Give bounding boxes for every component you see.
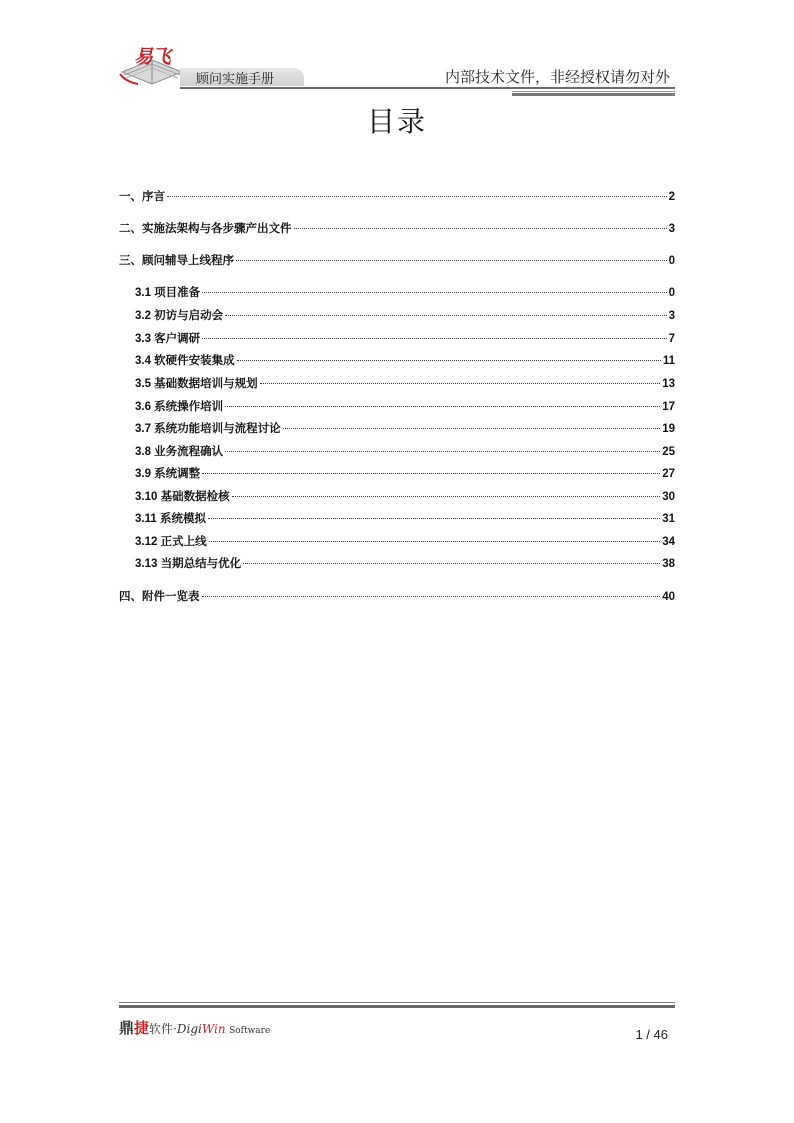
toc-entry-page: 3 bbox=[668, 223, 675, 235]
toc-entry[interactable] bbox=[119, 252, 675, 268]
toc-entry-label: 3.3 客户调研 bbox=[135, 333, 201, 345]
confidential-notice: 内部技术文件，非经授权请勿对外 bbox=[444, 68, 670, 86]
toc-dot-leader bbox=[202, 473, 660, 474]
toc-entry-label: 3.5 基础数据培训与规划 bbox=[135, 378, 258, 390]
toc-entry[interactable] bbox=[135, 488, 675, 504]
page-number: 1 / 46 bbox=[635, 1027, 668, 1042]
toc-dot-leader bbox=[209, 541, 661, 542]
toc-dot-leader bbox=[225, 451, 660, 452]
toc-dot-leader bbox=[283, 428, 661, 429]
toc-dot-leader bbox=[232, 496, 661, 497]
toc-entry-page: 7 bbox=[668, 333, 675, 345]
toc-entry[interactable] bbox=[135, 465, 675, 481]
toc-entry-page: 0 bbox=[668, 287, 675, 299]
toc-entry[interactable] bbox=[135, 307, 675, 323]
logo-text: 易飞 bbox=[134, 46, 171, 68]
toc-dot-leader bbox=[202, 292, 666, 293]
toc-entry-page: 25 bbox=[662, 446, 675, 458]
toc-dot-leader bbox=[167, 196, 667, 197]
toc-dot-leader bbox=[243, 563, 660, 564]
manual-title: 顾问实施手册 bbox=[196, 72, 275, 87]
toc-entry[interactable] bbox=[135, 352, 675, 368]
toc-dot-leader bbox=[237, 360, 661, 361]
toc-dot-leader bbox=[225, 406, 660, 407]
header-rule bbox=[180, 87, 675, 89]
toc-entry[interactable] bbox=[135, 330, 675, 346]
toc-dot-leader bbox=[202, 338, 666, 339]
toc-entry[interactable] bbox=[135, 533, 675, 549]
toc-entry[interactable] bbox=[119, 220, 675, 236]
brand-digi: Digi bbox=[176, 1022, 202, 1036]
toc-entry[interactable] bbox=[135, 443, 675, 459]
toc-entry-page: 40 bbox=[662, 591, 675, 603]
toc-entry[interactable] bbox=[135, 510, 675, 526]
toc-entry-page: 27 bbox=[662, 468, 675, 480]
toc-dot-leader bbox=[236, 260, 667, 261]
footer-brand-logo bbox=[119, 1017, 270, 1038]
toc-entry-page: 31 bbox=[662, 513, 675, 525]
toc-entry-label: 四、附件一览表 bbox=[119, 591, 200, 603]
brand-software-cn: 软件 bbox=[149, 1022, 174, 1036]
toc-entry-label: 3.6 系统操作培训 bbox=[135, 401, 224, 413]
toc-entry-label: 3.10 基础数据检核 bbox=[135, 491, 230, 503]
toc-entry-label: 3.11 系统模拟 bbox=[135, 513, 206, 525]
toc-entry-page: 19 bbox=[662, 423, 675, 435]
brand-separator: · bbox=[173, 1022, 177, 1036]
toc-entry-page: 34 bbox=[662, 536, 675, 548]
toc-dot-leader bbox=[202, 596, 661, 597]
toc-entry-label: 一、序言 bbox=[119, 191, 165, 203]
toc-entry-label: 3.7 系统功能培训与流程讨论 bbox=[135, 423, 281, 435]
toc-entry-label: 3.1 项目准备 bbox=[135, 287, 201, 299]
toc-entry-label: 3.4 软硬件安装集成 bbox=[135, 355, 235, 367]
toc-entry-page: 11 bbox=[662, 355, 675, 367]
toc-entry-label: 3.2 初访与启动会 bbox=[135, 310, 224, 322]
toc-entry[interactable] bbox=[135, 398, 675, 414]
toc-dot-leader bbox=[208, 518, 660, 519]
toc-entry-page: 30 bbox=[662, 491, 675, 503]
toc-entry-page: 17 bbox=[662, 401, 675, 413]
toc-entry-label: 3.12 正式上线 bbox=[135, 536, 207, 548]
toc-dot-leader bbox=[260, 383, 661, 384]
toc-entry[interactable] bbox=[119, 588, 675, 604]
header-rule-thick bbox=[512, 93, 675, 96]
brand-win: Win bbox=[201, 1022, 226, 1036]
toc-entry[interactable] bbox=[135, 375, 675, 391]
page-title: 目录 bbox=[366, 105, 427, 138]
toc-entry-page: 2 bbox=[668, 191, 675, 203]
toc-entry-page: 0 bbox=[668, 255, 675, 267]
toc-entry-page: 38 bbox=[662, 558, 675, 570]
toc-entry[interactable] bbox=[135, 420, 675, 436]
toc-entry-label: 3.9 系统调整 bbox=[135, 468, 201, 480]
toc-entry[interactable] bbox=[135, 284, 675, 300]
toc-entry-label: 二、实施法架构与各步骤产出文件 bbox=[119, 223, 292, 235]
toc-entry-label: 3.8 业务流程确认 bbox=[135, 446, 224, 458]
toc-entry-label: 三、顾问辅导上线程序 bbox=[119, 255, 234, 267]
footer-rule-thin bbox=[119, 1002, 675, 1003]
header-rule-thin bbox=[512, 91, 675, 92]
toc-entry-page: 3 bbox=[668, 310, 675, 322]
toc-dot-leader bbox=[294, 228, 667, 229]
page-header bbox=[0, 0, 794, 100]
toc-entry[interactable] bbox=[135, 555, 675, 571]
brand-software-en: Software bbox=[229, 1026, 271, 1036]
toc-entry-page: 13 bbox=[662, 378, 675, 390]
footer-rule-thick bbox=[119, 1005, 675, 1008]
toc-entry[interactable] bbox=[119, 188, 675, 204]
toc-entry-label: 3.13 当期总结与优化 bbox=[135, 558, 242, 570]
brand-char-1: 鼎 bbox=[119, 1019, 135, 1037]
brand-char-2: 捷 bbox=[134, 1019, 150, 1037]
toc-dot-leader bbox=[225, 315, 666, 316]
